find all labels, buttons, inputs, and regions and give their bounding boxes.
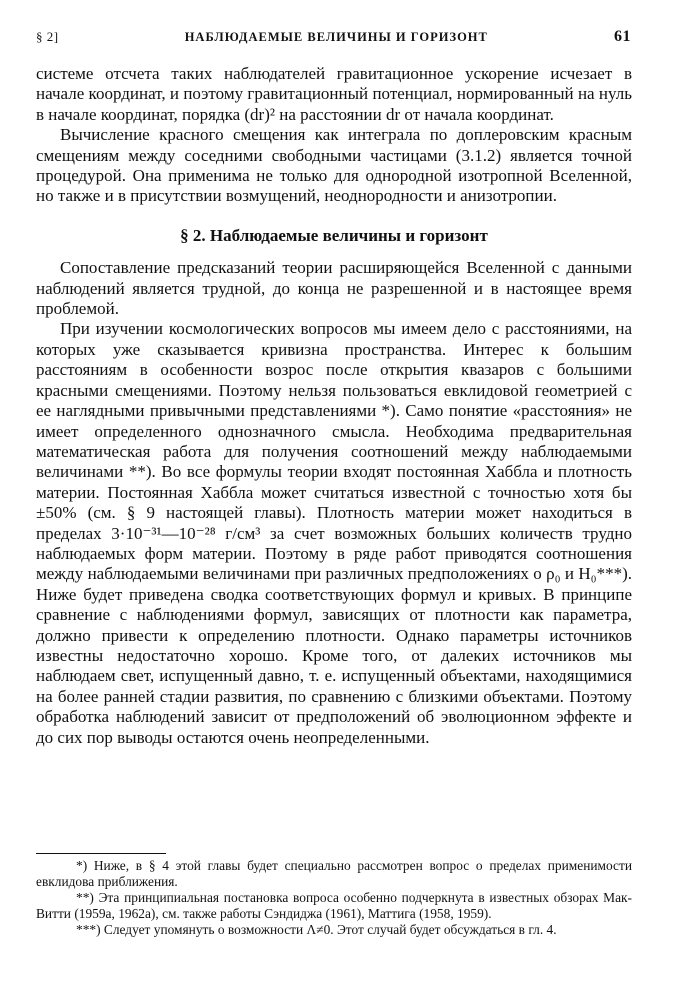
section-paragraph-2: При изучении космологических вопросов мы имеем дело с расстояниями, на которых уже сказывается кривизна пространства. Интерес к большим расстояниям в особенности возрос после открытия квазаров с большими красными смещениями. Поэтому нельзя пользоваться евклидовой геометрией с ее наглядными привычными представлениями *). Само понятие «расстояния» не имеет определенного однозначного смысла. Необходима предварительная математическая работа для получения соотношений между наблюдаемыми величинами **). Во все формулы теории входят постоянная Хаббла и плотность материи. Постоянная Хаббла может считаться известной с точностью хотя бы ±50% (см. § 9 настоящей главы). Плотность материи может находиться в пределах 3·10⁻³¹—10⁻²⁸ г/см³ за счет возможных больших количеств трудно наблюдаемых форм материи. Поэтому в ряде работ приводятся соотношения между наблюдаемыми величинами при различных предположениях о ρ₀ и H₀***). Ниже будет приведена сводка соответствующих формул и кривых. В принципе сравнение с наблюдениями формул, зависящих от плотности как параметра, должно привести к определению плотности. Однако параметры источников известны недостаточно хорошо. Кроме того, от далеких источников мы наблюдаем свет, испущенный давно, т. е. испущенный объектами, находящимися на более ранней стадии развития, по сравнению с близкими объектами. Поэтому обработка наблюдений зависит от предположений об эволюционном эффекте и до сих пор выводы остаются очень неопределенными. — [36, 319, 632, 747]
intro-paragraph-1: системе отсчета таких наблюдателей гравитационное ускорение исчезает в начале координат, и поэтому гравитационный потенциал, нормированный на нуль в начале координат, порядка (dr)² на расстоянии dr от начала координат. — [36, 64, 632, 124]
section-heading: § 2. Наблюдаемые величины и горизонт — [180, 225, 488, 245]
footnote-2: **) Эта принципиальная постановка вопроса особенно подчеркнута в известных обзорах Мак-Витти (1959а, 1962а), см. также работы Сэндиджа (1961), Маттига (1958, 1959). — [36, 890, 632, 921]
running-title: НАБЛЮДАЕМЫЕ ВЕЛИЧИНЫ И ГОРИЗОНТ — [184, 30, 488, 44]
footnote-rule — [36, 853, 166, 854]
section-paragraph-1: Сопоставление предсказаний теории расширяющейся Вселенной с данными наблюдений является трудной, до конца не разрешенной и в настоящее время проблемой. — [36, 258, 632, 319]
section-mark: § 2] — [36, 29, 59, 44]
intro-paragraph-2: Вычисление красного смещения как интеграла по доплеровским красным смещениям между соседними свободными частицами (3.1.2) является точной процедурой. Она применима не только для однородной изотропной Вселенной, но также и в присутствии возмущений, неоднородности и анизотропии. — [36, 125, 632, 206]
footnotes — [36, 858, 632, 938]
main-text — [36, 64, 632, 748]
footnote-3: ***) Следует упомянуть о возможности Λ≠0. Этот случай будет обсуждаться в гл. 4. — [76, 922, 557, 937]
page-number: 61 — [613, 28, 631, 45]
footnote-1: *) Ниже, в § 4 этой главы будет специально рассмотрен вопрос о пределах применимости евклидова приближения. — [36, 858, 632, 889]
running-head — [36, 28, 631, 50]
